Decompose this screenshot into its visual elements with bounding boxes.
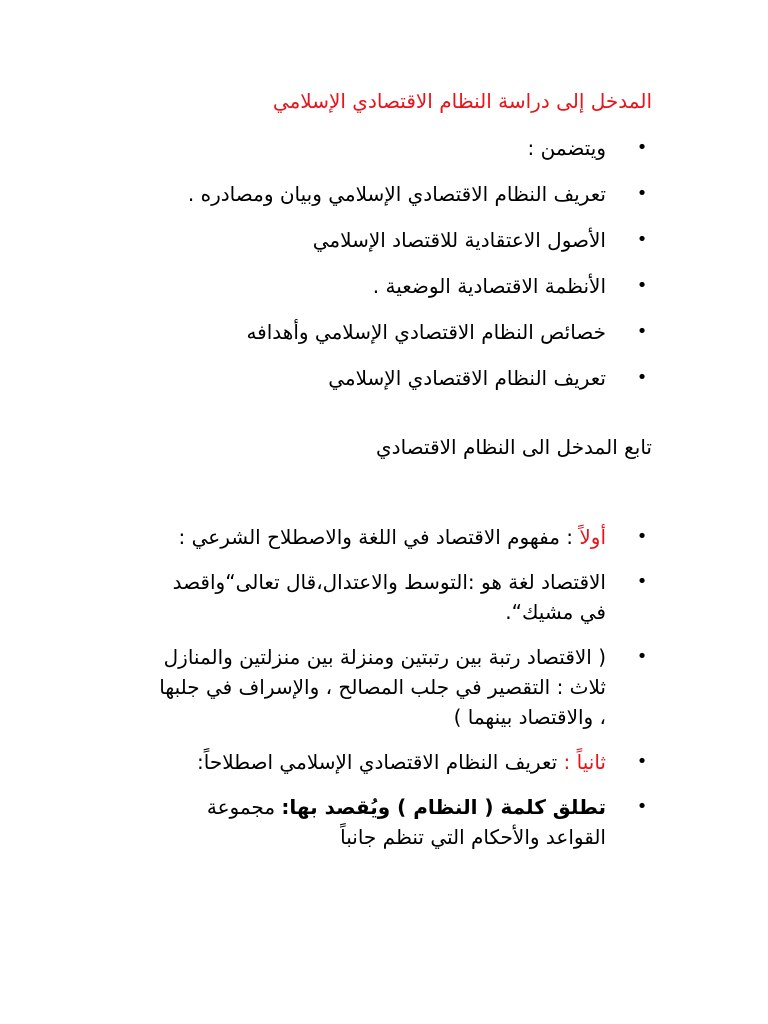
bullet-icon: • bbox=[636, 275, 648, 296]
bullet-icon: • bbox=[636, 137, 648, 158]
list-item-text: تعريف النظام الاقتصادي الإسلامي وبيان ومصادره . bbox=[187, 182, 606, 206]
list-item bbox=[152, 747, 652, 777]
section-subtitle: تابع المدخل الى النظام الاقتصادي bbox=[376, 435, 652, 459]
item-bold-label: تطلق كلمة ( النظام ) ويُقصد بها: bbox=[281, 795, 606, 819]
item-label: أولاً bbox=[579, 525, 606, 549]
list-item bbox=[112, 225, 652, 255]
list-item bbox=[112, 363, 652, 393]
bullet-icon: • bbox=[636, 321, 648, 342]
list-item-text: الأصول الاعتقادية للاقتصاد الإسلامي bbox=[312, 228, 606, 252]
list-item-text: الاقتصاد لغة هو :التوسط والاعتدال،قال تعالى“واقصد في مشيك“. bbox=[172, 570, 606, 624]
list-item bbox=[152, 567, 652, 627]
list-item bbox=[152, 642, 652, 732]
bullet-icon: • bbox=[636, 183, 648, 204]
list-item bbox=[112, 317, 652, 347]
list-item-text: ( الاقتصاد رتبة بين رتبتين ومنزلة بين منزلتين والمنازل ثلاث : التقصير في جلب المصالح ، والإسراف في جلبها ، والاقتصاد بينهما ) bbox=[159, 645, 606, 729]
list-item bbox=[152, 522, 652, 552]
list-item bbox=[152, 792, 652, 852]
list-item-text: تعريف النظام الاقتصادي الإسلامي bbox=[328, 366, 606, 390]
item-label: ثانياً : bbox=[563, 750, 606, 774]
list-item-text: ويتضمن : bbox=[527, 136, 606, 160]
item-body: مجموعة القواعد والأحكام التي تنظم جانباً bbox=[206, 795, 606, 849]
bullet-icon: • bbox=[636, 571, 648, 592]
item-body: : مفهوم الاقتصاد في اللغة والاصطلاح الشرعي : bbox=[178, 525, 580, 549]
list-item-text: خصائص النظام الاقتصادي الإسلامي وأهدافه bbox=[246, 320, 606, 344]
bullet-icon: • bbox=[636, 751, 648, 772]
bullet-icon: • bbox=[636, 367, 648, 388]
list-item bbox=[112, 271, 652, 301]
contents-list bbox=[112, 133, 652, 409]
section-list bbox=[152, 522, 652, 867]
list-item-text: الأنظمة الاقتصادية الوضعية . bbox=[372, 274, 606, 298]
list-item-text bbox=[152, 522, 606, 552]
list-item-text bbox=[152, 747, 606, 777]
list-item bbox=[112, 179, 652, 209]
list-item-text bbox=[152, 792, 606, 852]
list-item bbox=[112, 133, 652, 163]
item-body: تعريف النظام الاقتصادي الإسلامي اصطلاحاً: bbox=[197, 750, 564, 774]
bullet-icon: • bbox=[636, 646, 648, 667]
page-title: المدخل إلى دراسة النظام الاقتصادي الإسلامي bbox=[272, 89, 652, 113]
bullet-icon: • bbox=[636, 229, 648, 250]
bullet-icon: • bbox=[636, 796, 648, 817]
bullet-icon: • bbox=[636, 526, 648, 547]
